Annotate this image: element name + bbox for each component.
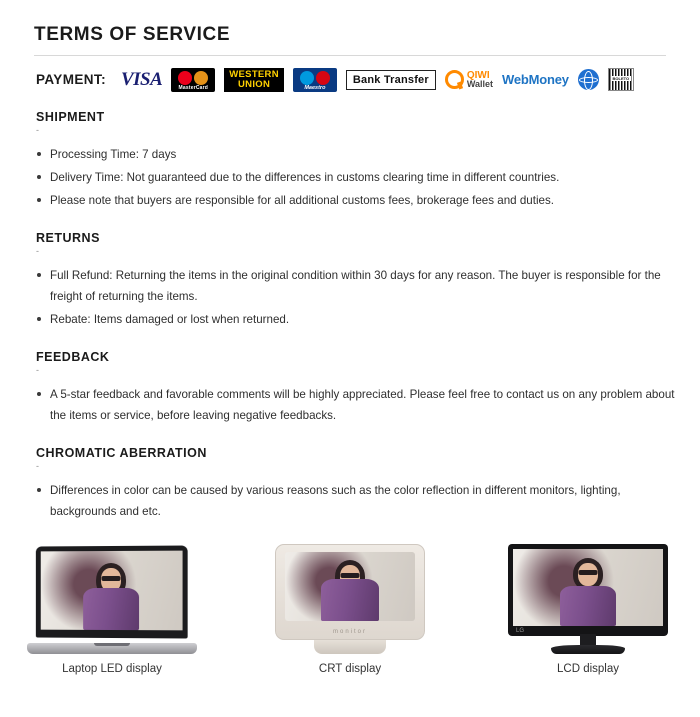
list-item: Processing Time: 7 days xyxy=(36,144,678,165)
boleto-label: BOLETO xyxy=(612,76,630,81)
section-heading: SHIPMENT xyxy=(36,110,105,124)
qiwi-mark-icon xyxy=(445,70,464,89)
mastercard-label: MasterCard xyxy=(178,84,209,91)
monitor-caption: CRT display xyxy=(318,663,382,675)
crt-illustration xyxy=(275,544,425,654)
shipment-bullets xyxy=(36,144,678,211)
section-heading: CHROMATIC ABERRATION xyxy=(36,446,207,460)
chromatic-bullets xyxy=(36,480,678,522)
monitor-crt xyxy=(260,544,440,675)
section-subheading: - xyxy=(36,365,40,375)
globe-payment-icon xyxy=(578,69,599,90)
boleto-icon xyxy=(608,69,634,90)
visa-icon xyxy=(121,69,162,90)
section-subheading: - xyxy=(36,125,40,135)
section-shipment xyxy=(22,110,678,211)
returns-bullets xyxy=(36,265,678,330)
mastercard-icon xyxy=(171,69,215,90)
webmoney-label: WebMoney xyxy=(502,72,569,87)
lcd-illustration xyxy=(508,544,668,654)
section-heading: RETURNS xyxy=(36,231,100,245)
crt-stand xyxy=(314,640,386,654)
payment-methods-row xyxy=(36,69,678,90)
crt-screen-photo xyxy=(285,552,415,621)
western-union-line1: WESTERN xyxy=(229,68,279,80)
monitor-lcd xyxy=(498,544,678,675)
western-union-line2: UNION xyxy=(238,78,271,90)
section-returns xyxy=(22,231,678,330)
monitor-laptop xyxy=(22,546,202,675)
monitor-caption: Laptop LED display xyxy=(62,663,162,675)
list-item: Delivery Time: Not guaranteed due to the differences in customs clearing time in different countries. xyxy=(36,167,678,188)
bank-transfer-icon xyxy=(346,69,436,90)
list-item: Differences in color can be caused by various reasons such as the color reflection in different monitors, lighting, backgrounds and etc. xyxy=(36,480,678,522)
page-title: TERMS OF SERVICE xyxy=(34,24,231,45)
monitor-caption: LCD display xyxy=(557,663,619,675)
section-subheading: - xyxy=(36,461,40,471)
laptop-illustration xyxy=(27,546,197,654)
section-heading: FEEDBACK xyxy=(36,350,110,364)
feedback-bullets xyxy=(36,384,678,426)
qiwi-wallet-icon xyxy=(445,69,493,90)
qiwi-sublabel: Wallet xyxy=(466,78,494,89)
webmoney-icon xyxy=(502,69,569,90)
list-item: Please note that buyers are responsible for all additional customs fees, brokerage fees and duties. xyxy=(36,190,678,211)
crt-brand-label: monitor xyxy=(332,629,367,635)
list-item: A 5-star feedback and favorable comments will be highly appreciated. Please feel free to contact us on any problem about the items or service, before leaving negative feedbacks. xyxy=(36,384,678,426)
visa-label: VISA xyxy=(120,68,163,90)
lcd-brand-label: LG xyxy=(516,628,525,634)
maestro-circles xyxy=(300,71,330,85)
western-union-icon xyxy=(224,69,284,90)
laptop-base xyxy=(27,643,197,654)
lcd-screen-photo xyxy=(513,549,663,626)
bank-transfer-label: Bank Transfer xyxy=(346,70,436,90)
qiwi-label: QIWI xyxy=(466,69,490,81)
lcd-stand xyxy=(551,645,625,654)
payment-label: PAYMENT: xyxy=(36,72,106,87)
maestro-label: Maestro xyxy=(304,84,326,91)
laptop-screen-photo xyxy=(41,551,183,631)
list-item: Rebate: Items damaged or lost when returned. xyxy=(36,309,678,330)
maestro-icon xyxy=(293,69,337,90)
monitor-comparison xyxy=(22,544,678,675)
section-feedback xyxy=(22,350,678,426)
section-subheading: - xyxy=(36,246,40,256)
title-divider xyxy=(34,55,666,56)
list-item: Full Refund: Returning the items in the original condition within 30 days for any reason. The buyer is responsible for the freight of returning the items. xyxy=(36,265,678,307)
section-chromatic-aberration xyxy=(22,446,678,522)
mastercard-circles xyxy=(178,71,208,85)
